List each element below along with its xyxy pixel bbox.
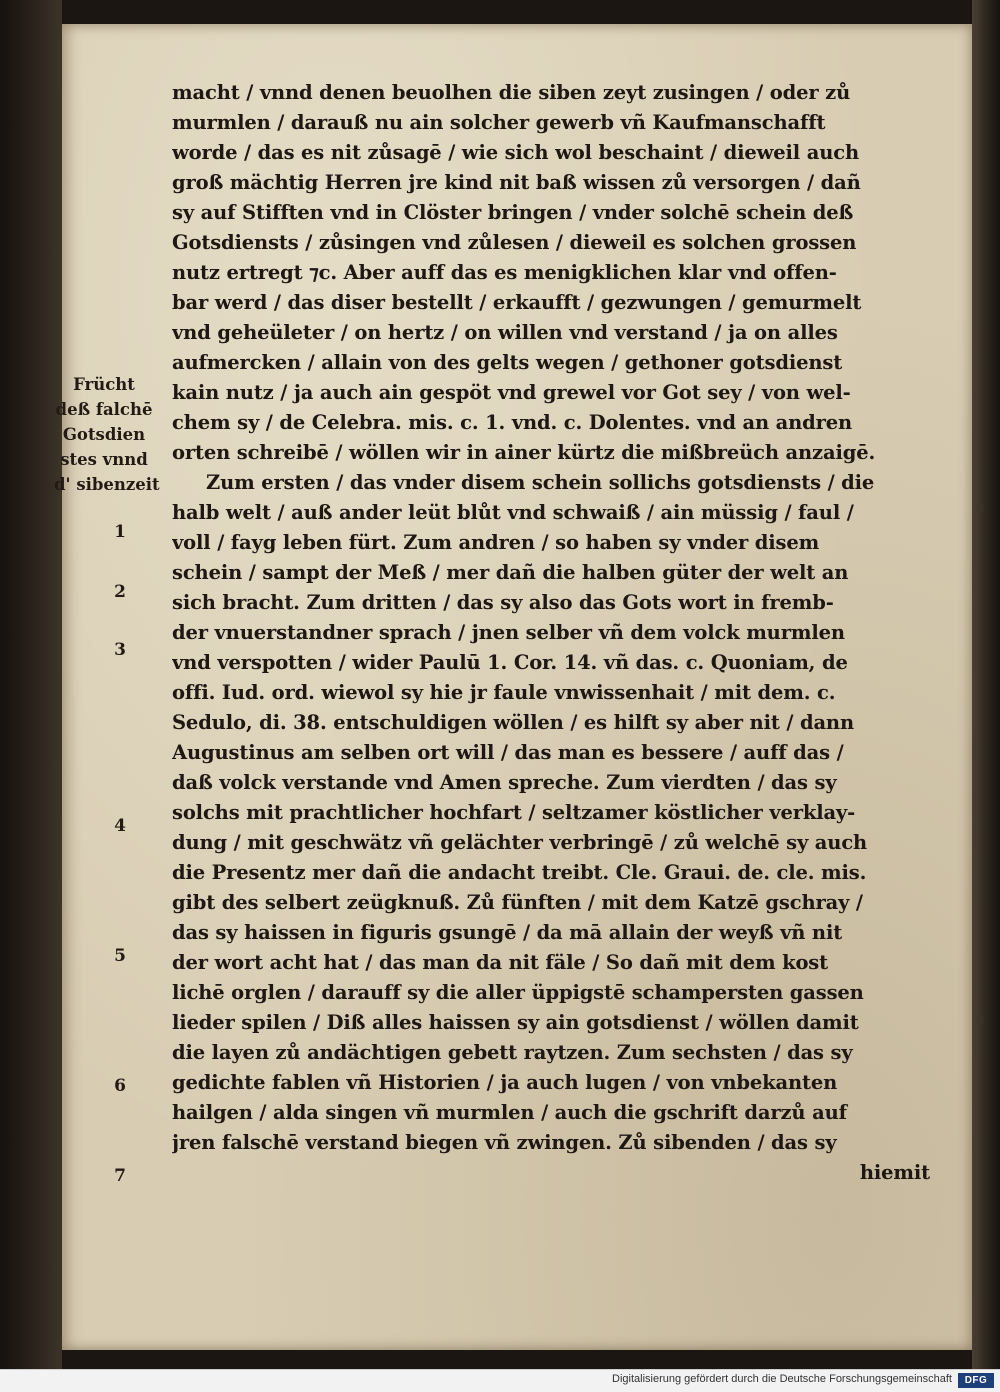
text-line: groß mächtig Herren jre kind nit baß wissen zů versorgen / dañ — [172, 171, 861, 194]
text-line: bar werd / das diser bestellt / erkaufft / gezwungen / gemurmelt — [172, 291, 862, 314]
text-line: solchs mit prachtlicher hochfart / seltzamer köstlicher verklay- — [172, 801, 856, 824]
margin-number: 1 — [114, 522, 126, 542]
text-line: orten schreibē / wöllen wir in ainer kürtz die mißbreüch anzaigē. — [172, 441, 876, 464]
margin-number: 5 — [114, 946, 126, 966]
margin-gloss-line: d' sibenzeit — [54, 475, 160, 494]
catchword: hiemit — [859, 1161, 930, 1184]
dfg-logo: DFG — [958, 1373, 994, 1388]
text-line: das sy haissen in figuris gsungē / da mā allain der weyß vñ nit — [172, 921, 843, 944]
text-line: die layen zů andächtigen gebett raytzen. Zum sechsten / das sy — [172, 1041, 853, 1064]
text-line: daß volck verstande vnd Amen spreche. Zum vierdten / das sy — [172, 771, 837, 794]
margin-number: 6 — [114, 1076, 126, 1096]
body-text — [172, 78, 932, 1188]
text-line: lichē orglen / darauff sy die aller üppigstē schampersten gassen — [172, 981, 864, 1004]
margin-gloss-line: stes vnnd — [60, 450, 148, 469]
margin-number: 2 — [114, 582, 126, 602]
text-line: gibt des selbert zeügknuß. Zů fünften / mit dem Katzē gschray / — [172, 891, 863, 914]
text-line: gedichte fablen vñ Historien / ja auch lugen / von vnbekanten — [172, 1071, 838, 1094]
margin-number: 4 — [114, 816, 126, 836]
margin-gloss-line: Frücht — [73, 375, 135, 394]
text-line: Zum ersten / das vnder disem schein sollichs gotsdiensts / die — [206, 471, 875, 494]
text-line: worde / das es nit zůsagē / wie sich wol beschaint / dieweil auch — [172, 141, 859, 164]
margin-gloss-line: deß falchē — [55, 400, 153, 419]
text-line: jren falschē verstand biegen vñ zwingen. Zů sibenden / das sy — [172, 1131, 837, 1154]
margin-gloss-line: Gotsdien — [62, 425, 146, 444]
text-line: die Presentz mer dañ die andacht treibt. Cle. Graui. de. cle. mis. — [172, 861, 867, 884]
text-line: macht / vnnd denen beuolhen die siben zeyt zusingen / oder zů — [172, 81, 851, 104]
text-line: chem sy / de Celebra. mis. c. 1. vnd. c. Dolentes. vnd an andren — [172, 411, 853, 434]
book-page — [54, 24, 972, 1350]
scan-background-right — [972, 0, 1000, 1370]
text-line: voll / fayg leben fürt. Zum andren / so haben sy vnder disem — [172, 531, 820, 554]
text-line: Sedulo, di. 38. entschuldigen wöllen / es hilft sy aber nit / dann — [172, 711, 854, 734]
text-line: hailgen / alda singen vñ murmlen / auch die gschrift darzů auf — [172, 1101, 847, 1124]
text-line: aufmercken / allain von des gelts wegen / gethoner gotsdienst — [172, 351, 843, 374]
text-line: kain nutz / ja auch ain gespöt vnd grewel vor Got sey / von wel- — [172, 381, 851, 404]
text-line: vnd verspotten / wider Paulū 1. Cor. 14. vñ das. c. Quoniam, de — [172, 651, 848, 674]
text-line: Augustinus am selben ort will / das man es bessere / auff das / — [172, 741, 844, 764]
text-line: nutz ertregt ⁊c. Aber auff das es menigklichen klar vnd offen- — [172, 261, 837, 284]
margin-number: 3 — [114, 640, 126, 660]
text-line: der vnuerstandner sprach / jnen selber vñ dem volck murmlen — [172, 621, 845, 644]
text-line: lieder spilen / Diß alles haissen sy ain gotsdienst / wöllen damit — [172, 1011, 859, 1034]
scan-background-left — [0, 0, 62, 1370]
text-line: sy auf Stifften vnd in Clöster bringen / vnder solchē schein deß — [172, 201, 854, 224]
footer-bar — [0, 1369, 1000, 1392]
text-line: Gotsdiensts / zůsingen vnd zůlesen / dieweil es solchen grossen — [172, 231, 857, 254]
text-line: schein / sampt der Meß / mer dañ die halben güter der welt an — [172, 561, 849, 584]
margin-gloss — [54, 372, 160, 497]
text-line: vnd geheületer / on hertz / on willen vnd verstand / ja on alles — [172, 321, 838, 344]
text-line: dung / mit geschwätz vñ gelächter verbringē / zů welchē sy auch — [172, 831, 868, 854]
footer-credit: Digitalisierung gefördert durch die Deutsche Forschungsgemeinschaft — [612, 1373, 952, 1385]
text-line: murmlen / darauß nu ain solcher gewerb vñ Kaufmanschafft — [172, 111, 826, 134]
text-line: halb welt / auß ander leüt blůt vnd schwaiß / ain müssig / faul / — [172, 501, 854, 524]
margin-number: 7 — [114, 1166, 126, 1186]
text-line: offi. Iud. ord. wiewol sy hie jr faule vnwissenhait / mit dem. c. — [172, 681, 836, 704]
text-line: der wort acht hat / das man da nit fäle / So dañ mit dem kost — [172, 951, 828, 974]
text-line: sich bracht. Zum dritten / das sy also das Gots wort in fremb- — [172, 591, 834, 614]
